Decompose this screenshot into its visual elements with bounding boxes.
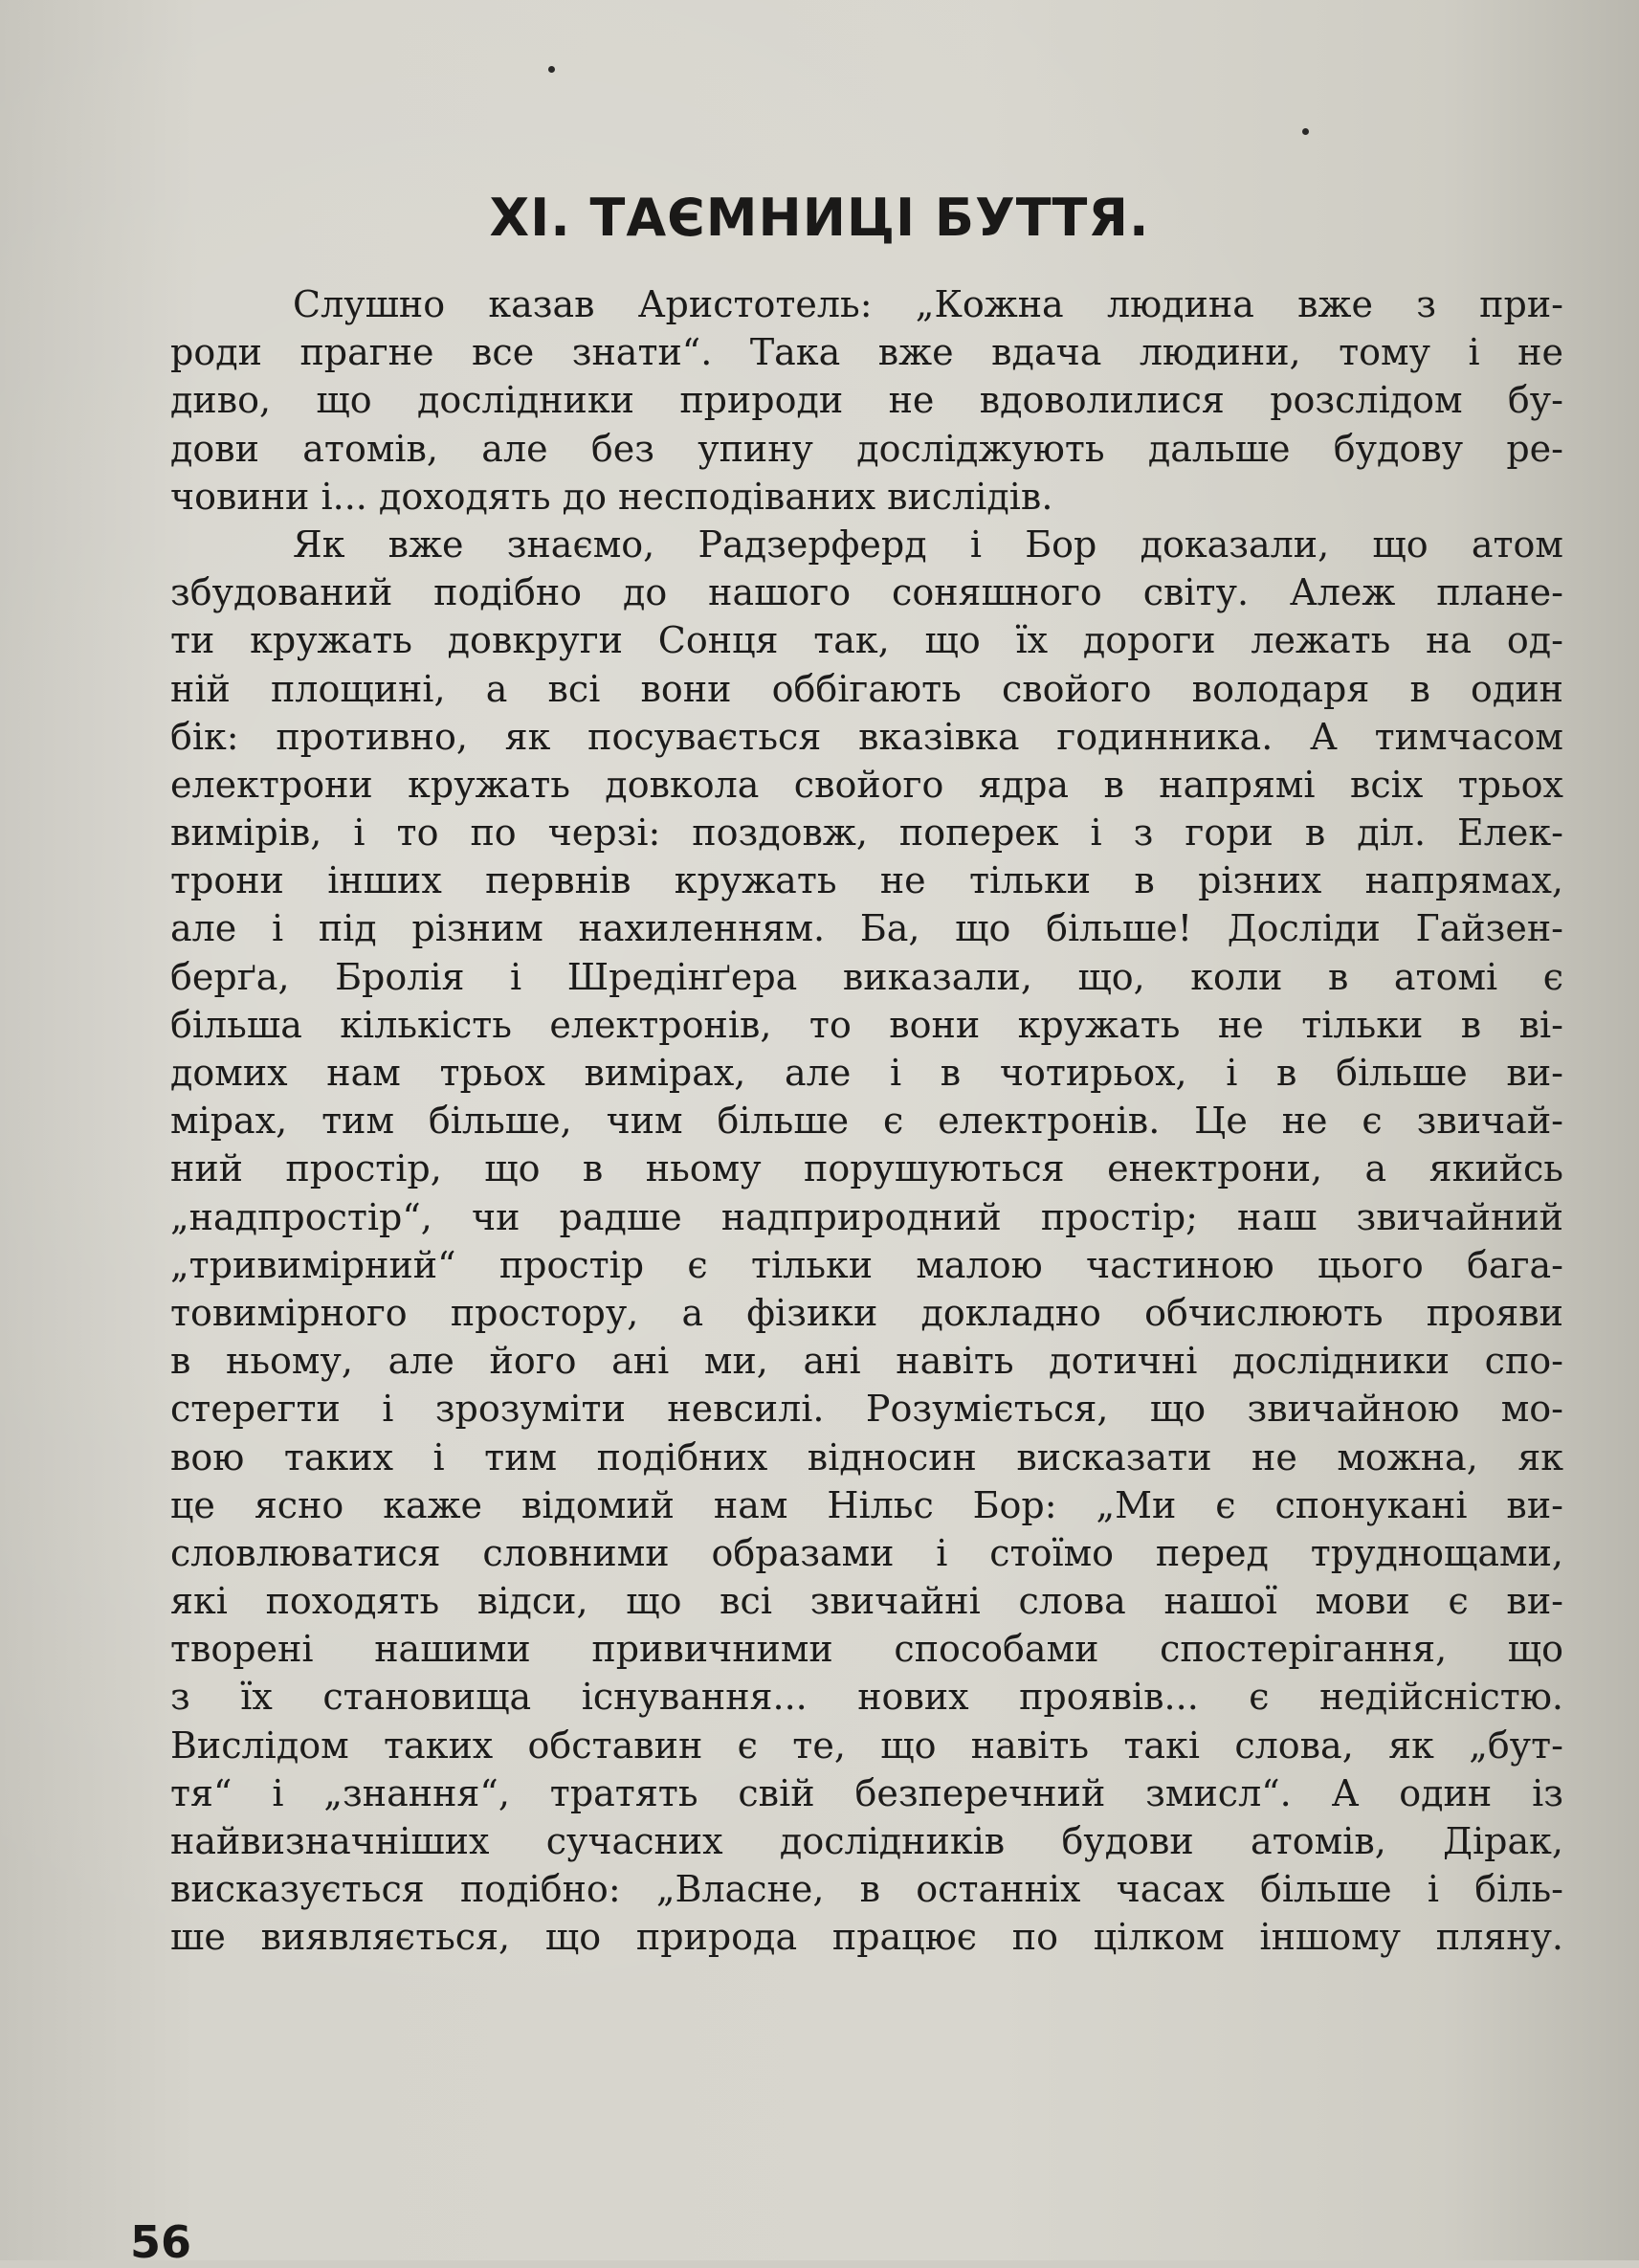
print-speck <box>1302 128 1309 135</box>
body-text <box>170 280 1563 1962</box>
text-line: електрони кружать довкола свойого ядра в напрямі всіх трьох <box>170 763 1563 806</box>
text-line: Як вже знаємо, Радзерферд і Бор доказали, що атом <box>293 523 1563 566</box>
text-line: це ясно каже відомий нам Нільс Бор: „Ми є спонукані ви- <box>170 1483 1563 1526</box>
chapter-title: XI. ТАЄМНИЦІ БУТТЯ. <box>489 188 1150 248</box>
text-line: збудований подібно до нашого соняшного світу. Алеж плане- <box>170 571 1563 614</box>
print-speck <box>548 66 555 73</box>
text-line: „тривимірний“ простір є тільки малою частиною цього бага- <box>170 1243 1563 1286</box>
text-line: трони інших первнів кружать не тільки в різних напрямах, <box>170 859 1563 902</box>
text-line: які походять відси, що всі звичайні слова нашої мови є ви- <box>170 1580 1563 1623</box>
text-line: ти кружать довкруги Сонця так, що їх дороги лежать на од- <box>170 619 1563 662</box>
text-line: роди прагне все знати“. Така вже вдача людини, тому і не <box>170 331 1563 374</box>
text-line: „надпростір“, чи радше надприродний простір; наш звичайний <box>170 1195 1563 1238</box>
text-line: найвизначніших сучасних дослідників будови атомів, Дірак, <box>170 1820 1563 1862</box>
text-line: словлюватися словними образами і стоїмо перед труднощами, <box>170 1531 1563 1574</box>
text-line: більша кількість електронів, то вони кружать не тільки в ві- <box>170 1003 1563 1046</box>
text-line: в ньому, але його ані ми, ані навіть дотичні дослідники спо- <box>170 1340 1563 1383</box>
text-line: але і під різним нахиленням. Ба, що більше! Досліди Гайзен- <box>170 907 1563 950</box>
page-number: 56 <box>130 2216 192 2268</box>
text-line: ний простір, що в ньому порушуються енектрони, а якийсь <box>170 1147 1563 1190</box>
text-line: ній площині, а всі вони оббігають свойого володаря в один <box>170 667 1563 710</box>
text-line: з їх становища існування... нових проявів... є недійсністю. <box>170 1676 1563 1719</box>
text-line: бік: противно, як посувається вказівка годинника. А тимчасом <box>170 715 1563 758</box>
text-line: берґа, Бролія і Шредінґера виказали, що, коли в атомі є <box>170 955 1563 998</box>
text-line: вою таких і тим подібних відносин висказати не можна, як <box>170 1435 1563 1479</box>
text-line: тя“ і „знання“, тратять свій безперечний змисл“. А один із <box>170 1771 1563 1814</box>
text-line: домих нам трьох вимірах, але і в чотирьох, і в більше ви- <box>170 1052 1563 1094</box>
text-line: стерегти і зрозуміти невсилі. Розуміється, що звичайною мо- <box>170 1388 1563 1431</box>
text-line: вимірів, і то по черзі: поздовж, поперек і з гори в діл. Елек- <box>170 812 1563 855</box>
text-line: диво, що дослідники природи не вдоволилися розслідом бу- <box>170 379 1563 422</box>
text-line: ше виявляється, що природа працює по цілком іншому пляну. <box>170 1916 1563 1959</box>
text-line: товимірного простору, а фізики докладно обчислюють прояви <box>170 1291 1563 1334</box>
text-line: творені нашими привичними способами спостерігання, що <box>170 1628 1563 1671</box>
text-line: Слушно казав Аристотель: „Кожна людина вже з при- <box>293 283 1563 325</box>
text-line: мірах, тим більше, чим більше є електронів. Це не є звичай- <box>170 1100 1563 1143</box>
text-line: дови атомів, але без упину досліджують дальше будову ре- <box>170 427 1563 470</box>
text-line: Вислідом таких обставин є те, що навіть такі слова, як „бут- <box>170 1723 1563 1767</box>
text-line: човини і... доходять до несподіваних вислідів. <box>170 475 1053 518</box>
text-line: висказується подібно: „Власне, в останніх часах більше і біль- <box>170 1868 1563 1911</box>
